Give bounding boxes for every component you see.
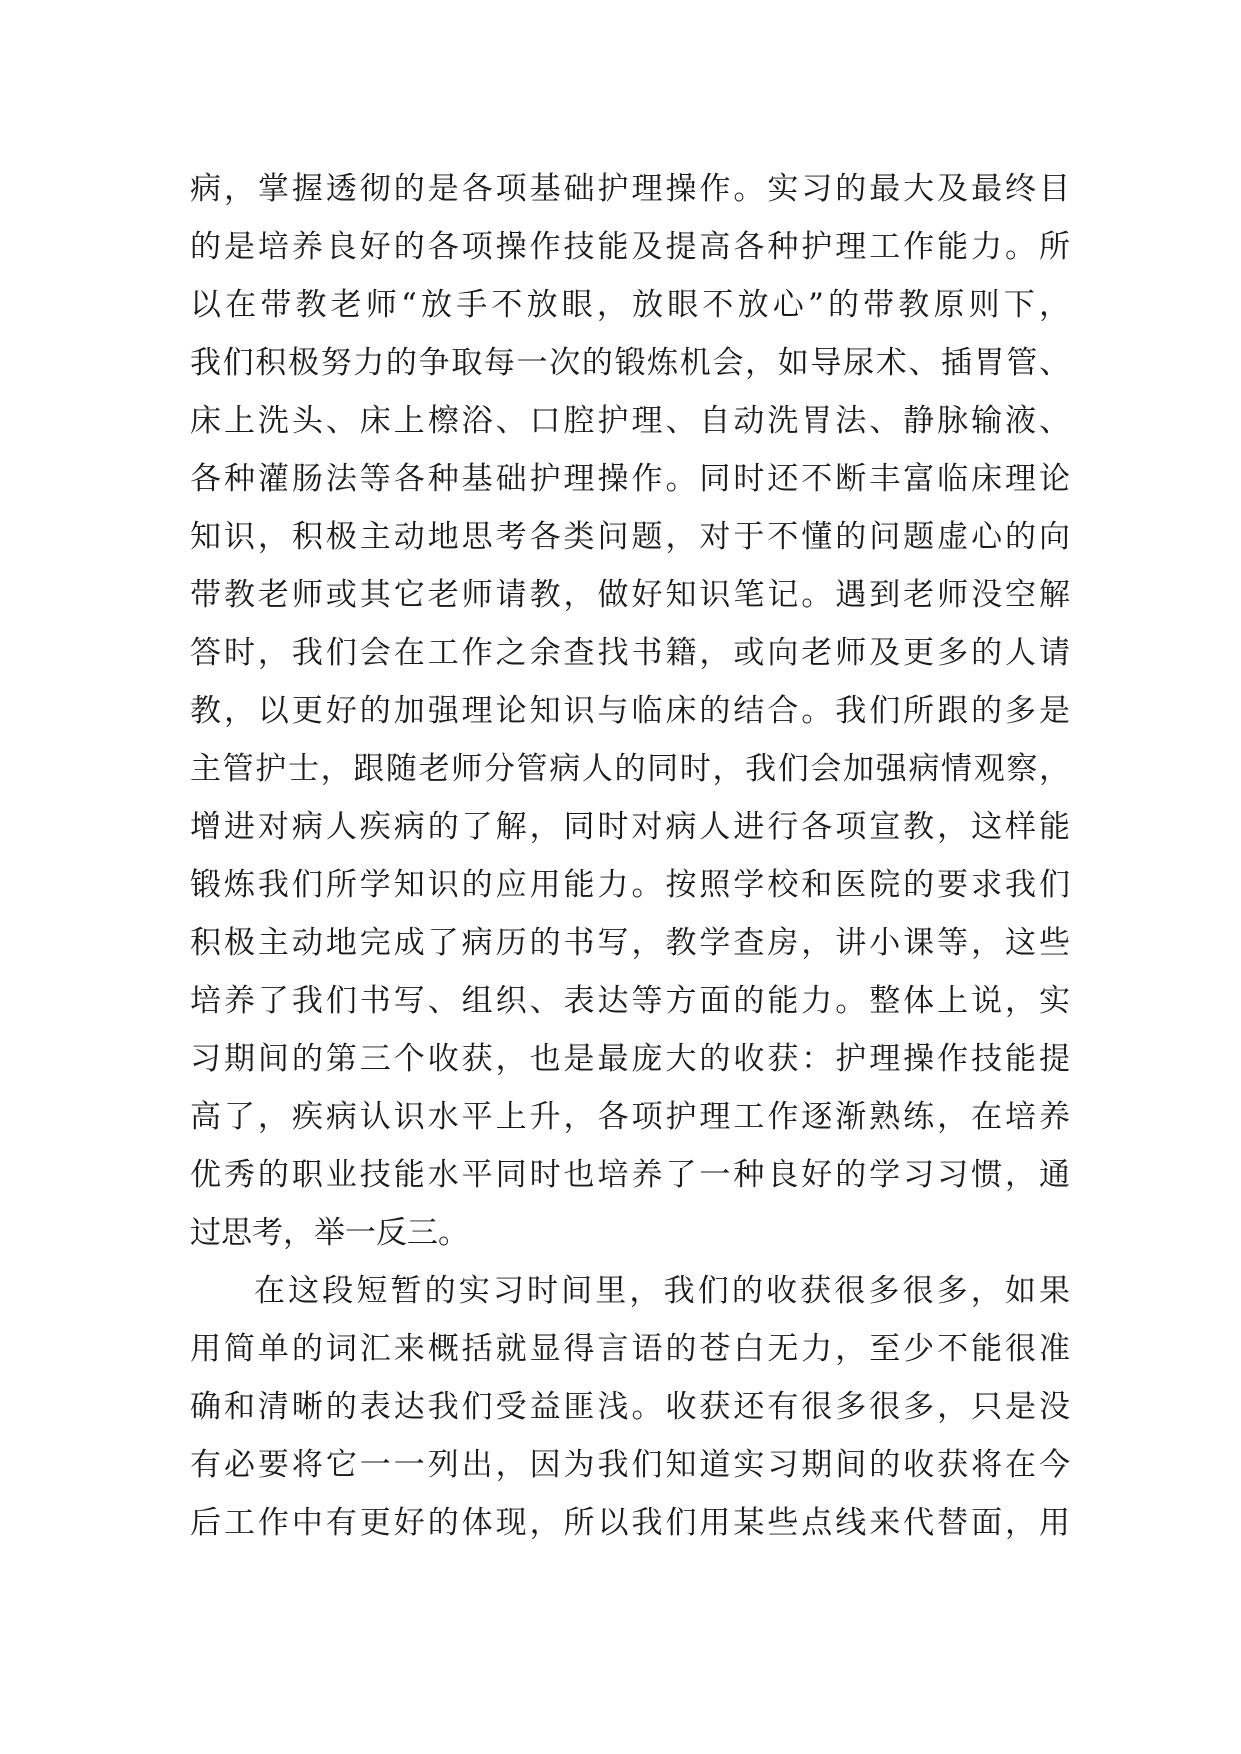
text-line: 各种灌肠法等各种基础护理操作。同时还不断丰富临床理论 (190, 461, 1070, 497)
text-line: 增进对病人疾病的了解，同时对病人进行各项宣教，这样能 (190, 809, 1070, 845)
text-line: 后工作中有更好的体现，所以我们用某些点线来代替面，用 (190, 1505, 1070, 1541)
text-line: 确和清晰的表达我们受益匪浅。收获还有很多很多，只是没 (190, 1389, 1070, 1425)
text-line: 主管护士，跟随老师分管病人的同时，我们会加强病情观察， (190, 751, 1070, 787)
text-line: 答时，我们会在工作之余查找书籍，或向老师及更多的人请 (190, 635, 1070, 671)
text-line: 高了，疾病认识水平上升，各项护理工作逐渐熟练，在培养 (190, 1099, 1070, 1135)
document-body (190, 160, 1070, 1552)
text-line: 知识，积极主动地思考各类问题，对于不懂的问题虚心的向 (190, 519, 1070, 555)
text-line: 带教老师或其它老师请教，做好知识笔记。遇到老师没空解 (190, 577, 1070, 613)
paragraph-1 (190, 160, 1070, 1262)
text-line: 有必要将它一一列出，因为我们知道实习期间的收获将在今 (190, 1447, 1070, 1483)
text-line: 习期间的第三个收获，也是最庞大的收获：护理操作技能提 (190, 1041, 1070, 1077)
text-line: 病，掌握透彻的是各项基础护理操作。实习的最大及最终目 (190, 171, 1070, 207)
text-line: 用简单的词汇来概括就显得言语的苍白无力，至少不能很准 (190, 1331, 1070, 1367)
text-line: 积极主动地完成了病历的书写，教学查房，讲小课等，这些 (190, 925, 1070, 961)
text-line: 我们积极努力的争取每一次的锻炼机会，如导尿术、插胃管、 (190, 345, 1070, 381)
text-line: 锻炼我们所学知识的应用能力。按照学校和医院的要求我们 (190, 867, 1070, 903)
text-line: 床上洗头、床上檫浴、口腔护理、自动洗胃法、静脉输液、 (190, 403, 1070, 439)
text-line: 优秀的职业技能水平同时也培养了一种良好的学习习惯，通 (190, 1157, 1070, 1193)
paragraph-2 (190, 1262, 1070, 1552)
text-line: 过思考，举一反三。 (190, 1215, 469, 1251)
text-line: 以在带教老师“放手不放眼，放眼不放心”的带教原则下， (190, 287, 1070, 323)
text-line: 培养了我们书写、组织、表达等方面的能力。整体上说，实 (190, 983, 1070, 1019)
text-line: 的是培养良好的各项操作技能及提高各种护理工作能力。所 (190, 229, 1070, 265)
text-line: 在这段短暂的实习时间里，我们的收获很多很多，如果 (254, 1273, 1070, 1309)
text-line: 教，以更好的加强理论知识与临床的结合。我们所跟的多是 (190, 693, 1070, 729)
